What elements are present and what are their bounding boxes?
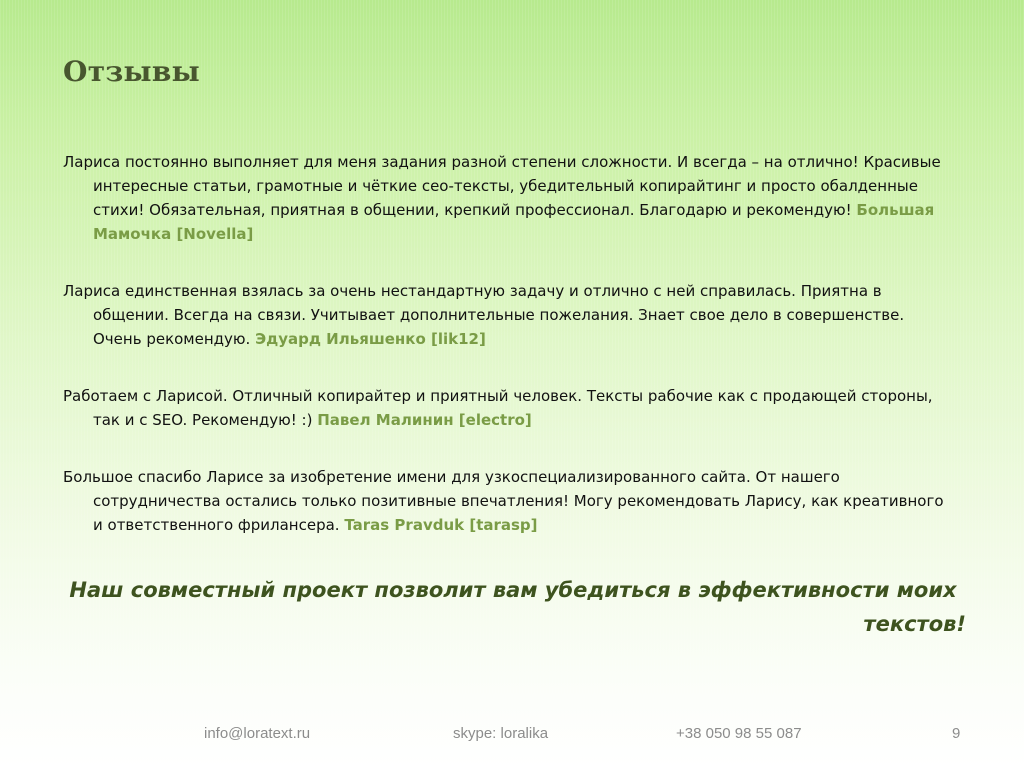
review-author: Taras Pravduk [tarasp]: [344, 516, 538, 534]
page-number: 9: [952, 725, 961, 742]
slide-title: Отзывы: [63, 55, 201, 88]
footer-phone: +38 050 98 55 087: [676, 725, 802, 742]
footer-email: info@loratext.ru: [204, 725, 311, 742]
footer-skype: skype: loralika: [453, 725, 549, 742]
review-text: Лариса единственная взялась за очень нестандартную задачу и отлично с ней справилась. Приятна в общении. Всегда на связи. Учитывает дополнительные пожелания. Знает свое дело в совершенстве. Очень рекомендую.: [63, 282, 905, 348]
review-author: Большая Мамочка [Novella]: [93, 201, 935, 243]
review-item: [63, 465, 948, 537]
call-to-action: Наш совместный проект позволит вам убедиться в эффективности моих текстов!: [69, 578, 966, 636]
review-item: [63, 279, 948, 351]
review-text: Большое спасибо Ларисе за изобретение имени для узкоспециализированного сайта. От нашего сотрудничества остались только позитивные впечатления! Могу рекомендовать Ларису, как креативного и ответственного фрилансера.: [63, 468, 944, 534]
review-item: [63, 150, 948, 246]
review-text: Лариса постоянно выполняет для меня задания разной степени сложности. И всегда – на отлично! Красивые интересные статьи, грамотные и чёткие сео-тексты, убедительный копирайтинг и просто обалденные стихи! Обязательная, приятная в общении, крепкий профессионал. Благодарю и рекомендую!: [63, 153, 941, 219]
review-author: Эдуард Ильяшенко [lik12]: [255, 330, 486, 348]
review-item: [63, 384, 948, 432]
review-author: Павел Малинин [electro]: [317, 411, 532, 429]
reviews-list: [63, 150, 948, 537]
review-text: Работаем с Ларисой. Отличный копирайтер и приятный человек. Тексты рабочие как с продающей стороны, так и с SEO. Рекомендую! :): [63, 387, 933, 429]
